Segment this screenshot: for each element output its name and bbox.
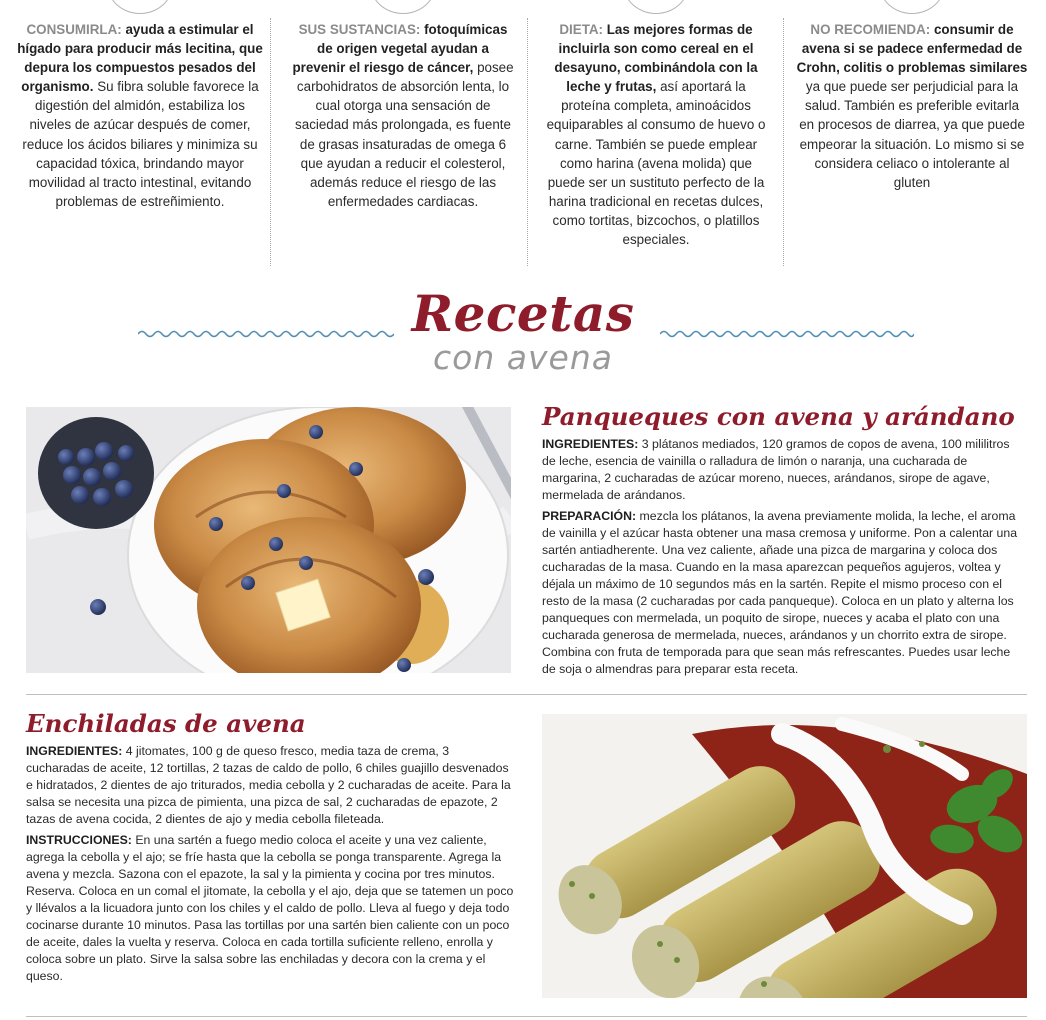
column-bold-text: ayuda a estimular el hígado para producir más lecitina, que depura los compuestos pesados del organismo.: [17, 22, 263, 95]
method-text: mezcla los plátanos, la avena previamente molida, la leche, el aroma de vainilla y el azúcar hasta obtener una masa cremosa y uniforme. Pon a calentar una sartén antiadherente. Una vez caliente, añade una pizca de margarina y coloca dos cucharadas de la masa. Cuando en la masa aparezcan pequeños agujeros, voltea y déjala un máximo de 10 segundos más en la sartén. Repite el mismo proceso con el resto de la masa (2 cucharadas por cada panqueque). Coloca en un plato y alterna los panqueques con mermelada, un poquito de sirope, nueces y acaba el plato con una cucharada generosa de mermelada, nueces, arándanos y un chorrito extra de sirope. Combina con fruta de temporada para que sean más refrescantes. Puedes usar leche de soja o almendras para preparar esta receta.: [542, 509, 1018, 676]
section-title: Recetas: [411, 284, 635, 343]
column-body-text: así aportará la proteína completa, aminoácidos equiparables al consumo de huevo o carne. También se puede emplear como harina (avena molida) que puede ser un sustituto perfecto de la harina tradicional en recetas dulces, como tortitas, bizcochos, o platillos especiales.: [546, 79, 766, 248]
recipe-body-panqueques: [542, 436, 1024, 678]
info-column-consumirla: [14, 0, 266, 266]
recipe-title-panqueques: Panqueques con avena y arándano: [542, 402, 1015, 431]
column-body-text: ya que puede ser perjudicial para la salud. También es preferible evitarla en procesos de diarrea, ya que puede empeorar la situación. Lo mismo si se considera celiaco o intolerante al gluten: [799, 79, 1025, 190]
ingredients-text: 3 plátanos mediados, 120 gramos de copos de avena, 100 mililitros de leche, esencia de vainilla o ralladura de limón o naranja, una cucharada de margarina, 2 cucharadas de azúcar moreno, nueces, arándanos, sirope de agave, mermelada de arándanos.: [542, 437, 1010, 502]
info-column-dieta: [545, 0, 767, 266]
column-lead: NO RECOMIENDA:: [810, 22, 931, 37]
ingredients-label: INGREDIENTES:: [542, 437, 639, 451]
recipe-title-enchiladas: Enchiladas de avena: [26, 709, 306, 738]
info-column-sustancias: [289, 0, 517, 266]
column-lead: SUS SUSTANCIAS:: [298, 22, 421, 37]
info-column-no-recomienda: [796, 0, 1028, 266]
recipe-body-enchiladas: [26, 743, 514, 985]
column-body-text: posee carbohidratos de absorción lenta, lo cual otorga una sensación de saciedad más prolongada, es fuente de grasas insaturadas de omega 6 que ayudan a reducir el colesterol, además reduce el riesgo de las enfermedades cardiacas.: [295, 60, 514, 209]
column-lead: DIETA:: [559, 22, 604, 37]
method-label: INSTRUCCIONES:: [26, 833, 132, 847]
column-bold-text: fotoquímicas de origen vegetal ayudan a prevenir el riesgo de cáncer,: [292, 22, 508, 76]
info-columns: [14, 0, 1044, 268]
column-divider: [270, 18, 271, 266]
pancakes-photo: [26, 407, 511, 673]
enchiladas-photo: [542, 714, 1027, 998]
section-subtitle: con avena: [433, 338, 613, 377]
recipe-divider: [26, 694, 1027, 695]
column-divider: [527, 18, 528, 266]
method-text: En una sartén a fuego medio coloca el aceite y una vez caliente, agrega la cebolla y el ajo; se fríe hasta que la cebolla se ponga transparente. Agrega la avena y mezcla. Sazona con el epazote, la sal y la pimienta y cocina por tres minutos. Reserva. Coloca en un comal el jitomate, la cebolla y el ajo, deja que se tatemen un poco y llévalos a la licuadora junto con los chiles y el caldo de pollo. Lleva al fuego y deja todo cocinarse durante 10 minutos. Pasa las tortillas por una sartén bien caliente con un poco de aceite, dales la vuelta y reserva. Coloca en cada tortilla suficiente relleno, enrolla y coloca sobre un plato. Sirve la salsa sobre las enchiladas y decora con la crema y el queso.: [26, 833, 514, 983]
section-header: [0, 284, 1046, 384]
column-bold-text: consumir de avena si se padece enfermedad de Crohn, colitis o problemas similares: [796, 22, 1028, 76]
column-body-text: Su fibra soluble favorece la digestión del almidón, estabiliza los niveles de azúcar después de comer, reduce los ácidos biliares y minimiza su capacidad tóxica, brindando mayor movilidad al tracto intestinal, evitando problemas de estreñimiento.: [22, 79, 259, 209]
bottom-divider: [26, 1016, 1027, 1017]
column-bold-text: Las mejores formas de incluirla son como cereal en el desayuno, combinándola con la leche y frutas,: [554, 22, 758, 95]
ingredients-text: 4 jitomates, 100 g de queso fresco, media taza de crema, 3 cucharadas de aceite, 12 tortillas, 2 tazas de caldo de pollo, 6 chiles guajillo desvenados e hidratados, 2 dientes de ajo triturados, media cebolla y 2 cucharadas de aceite. Para la salsa se necesita una pizca de pimienta, una pizca de sal, 2 cucharadas de epazote, 2 tazas de avena cocida, 2 dientes de ajo y media cebolla fileteada.: [26, 744, 511, 826]
method-label: PREPARACIÓN:: [542, 509, 637, 523]
column-divider: [783, 18, 784, 266]
column-lead: CONSUMIRLA:: [26, 22, 122, 37]
ingredients-label: INGREDIENTES:: [26, 744, 123, 758]
